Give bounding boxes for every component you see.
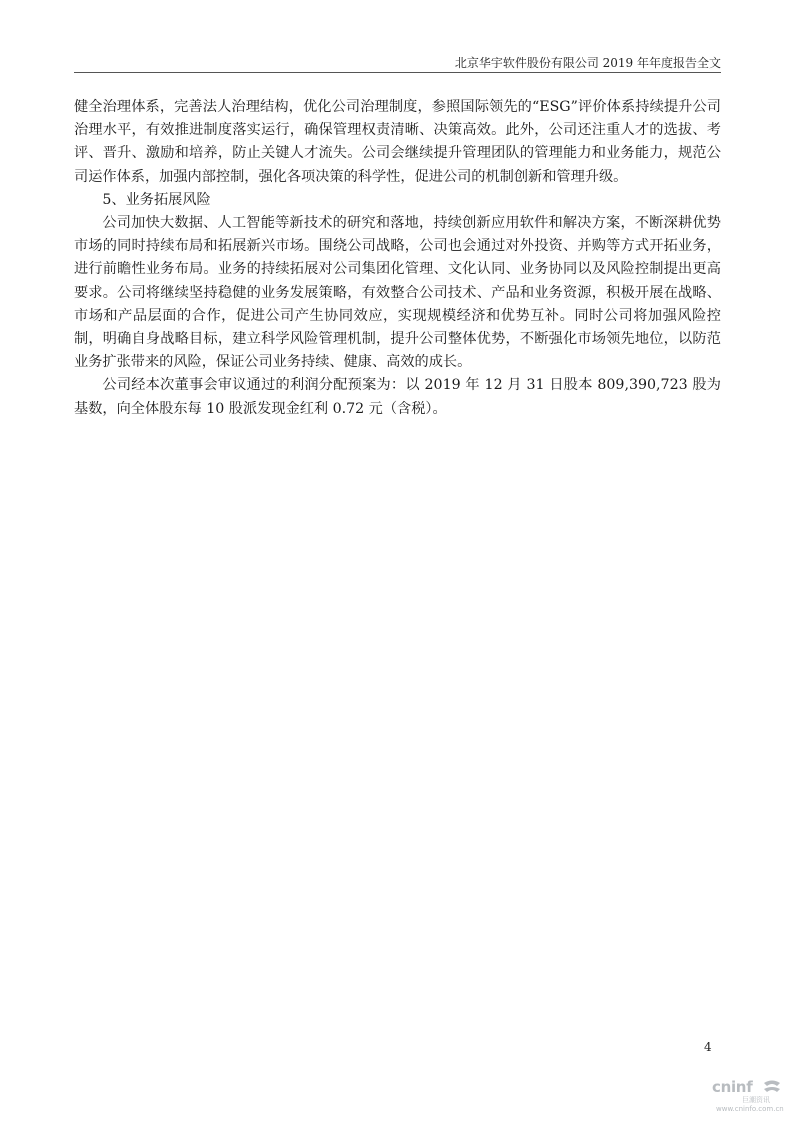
- page-header: [74, 52, 721, 73]
- cninfo-logo: [712, 1078, 788, 1118]
- document-body: [74, 96, 721, 421]
- business-expansion-paragraph: 公司加快大数据、人工智能等新技术的研究和落地，持续创新应用软件和解决方案，不断深耕优势市场的同时持续布局和拓展新兴市场。围绕公司战略，公司也会通过对外投资、并购等方式开拓业务，进行前瞻性业务布局。业务的持续拓展对公司集团化管理、文化认同、业务协同以及风险控制提出更高要求。公司将继续坚持稳健的业务发展策略，有效整合公司技术、产品和业务资源，积极开展在战略、市场和产品层面的合作，促进公司产生协同效应，实现规模经济和优势互补。同时公司将加强风险控制，明确自身战略目标，建立科学风险管理机制，提升公司整体优势，不断强化市场领先地位，以防范业务扩张带来的风险，保证公司业务持续、健康、高效的成长。: [74, 215, 721, 371]
- header-title: 北京华宇软件股份有限公司 2019 年年度报告全文: [454, 56, 721, 70]
- logo-chinese-name: 巨潮资讯: [742, 1096, 770, 1104]
- page-number: 4: [704, 1040, 712, 1054]
- logo-word: cninf: [712, 1078, 753, 1096]
- logo-url: www.cninfo.com.cn: [716, 1105, 784, 1113]
- section-heading: 5、业务拓展风险: [102, 191, 211, 208]
- governance-paragraph: 健全治理体系，完善法人治理结构，优化公司治理制度，参照国际领先的“ESG”评价体系持续提升公司治理水平，有效推进制度落实运行，确保管理权责清晰、决策高效。此外，公司还注重人才的选拔、考评、晋升、激励和培养，防止关键人才流失。公司会继续提升管理团队的管理能力和业务能力，规范公司运作体系，加强内部控制，强化各项决策的科学性，促进公司的机制创新和管理升级。: [74, 99, 721, 185]
- cninfo-logo-icon: [762, 1079, 782, 1095]
- profit-distribution-paragraph: 公司经本次董事会审议通过的利润分配预案为：以 2019 年 12 月 31 日股本 809,390,723 股为基数，向全体股东每 10 股派发现金红利 0.72 元（含税）。: [74, 377, 721, 417]
